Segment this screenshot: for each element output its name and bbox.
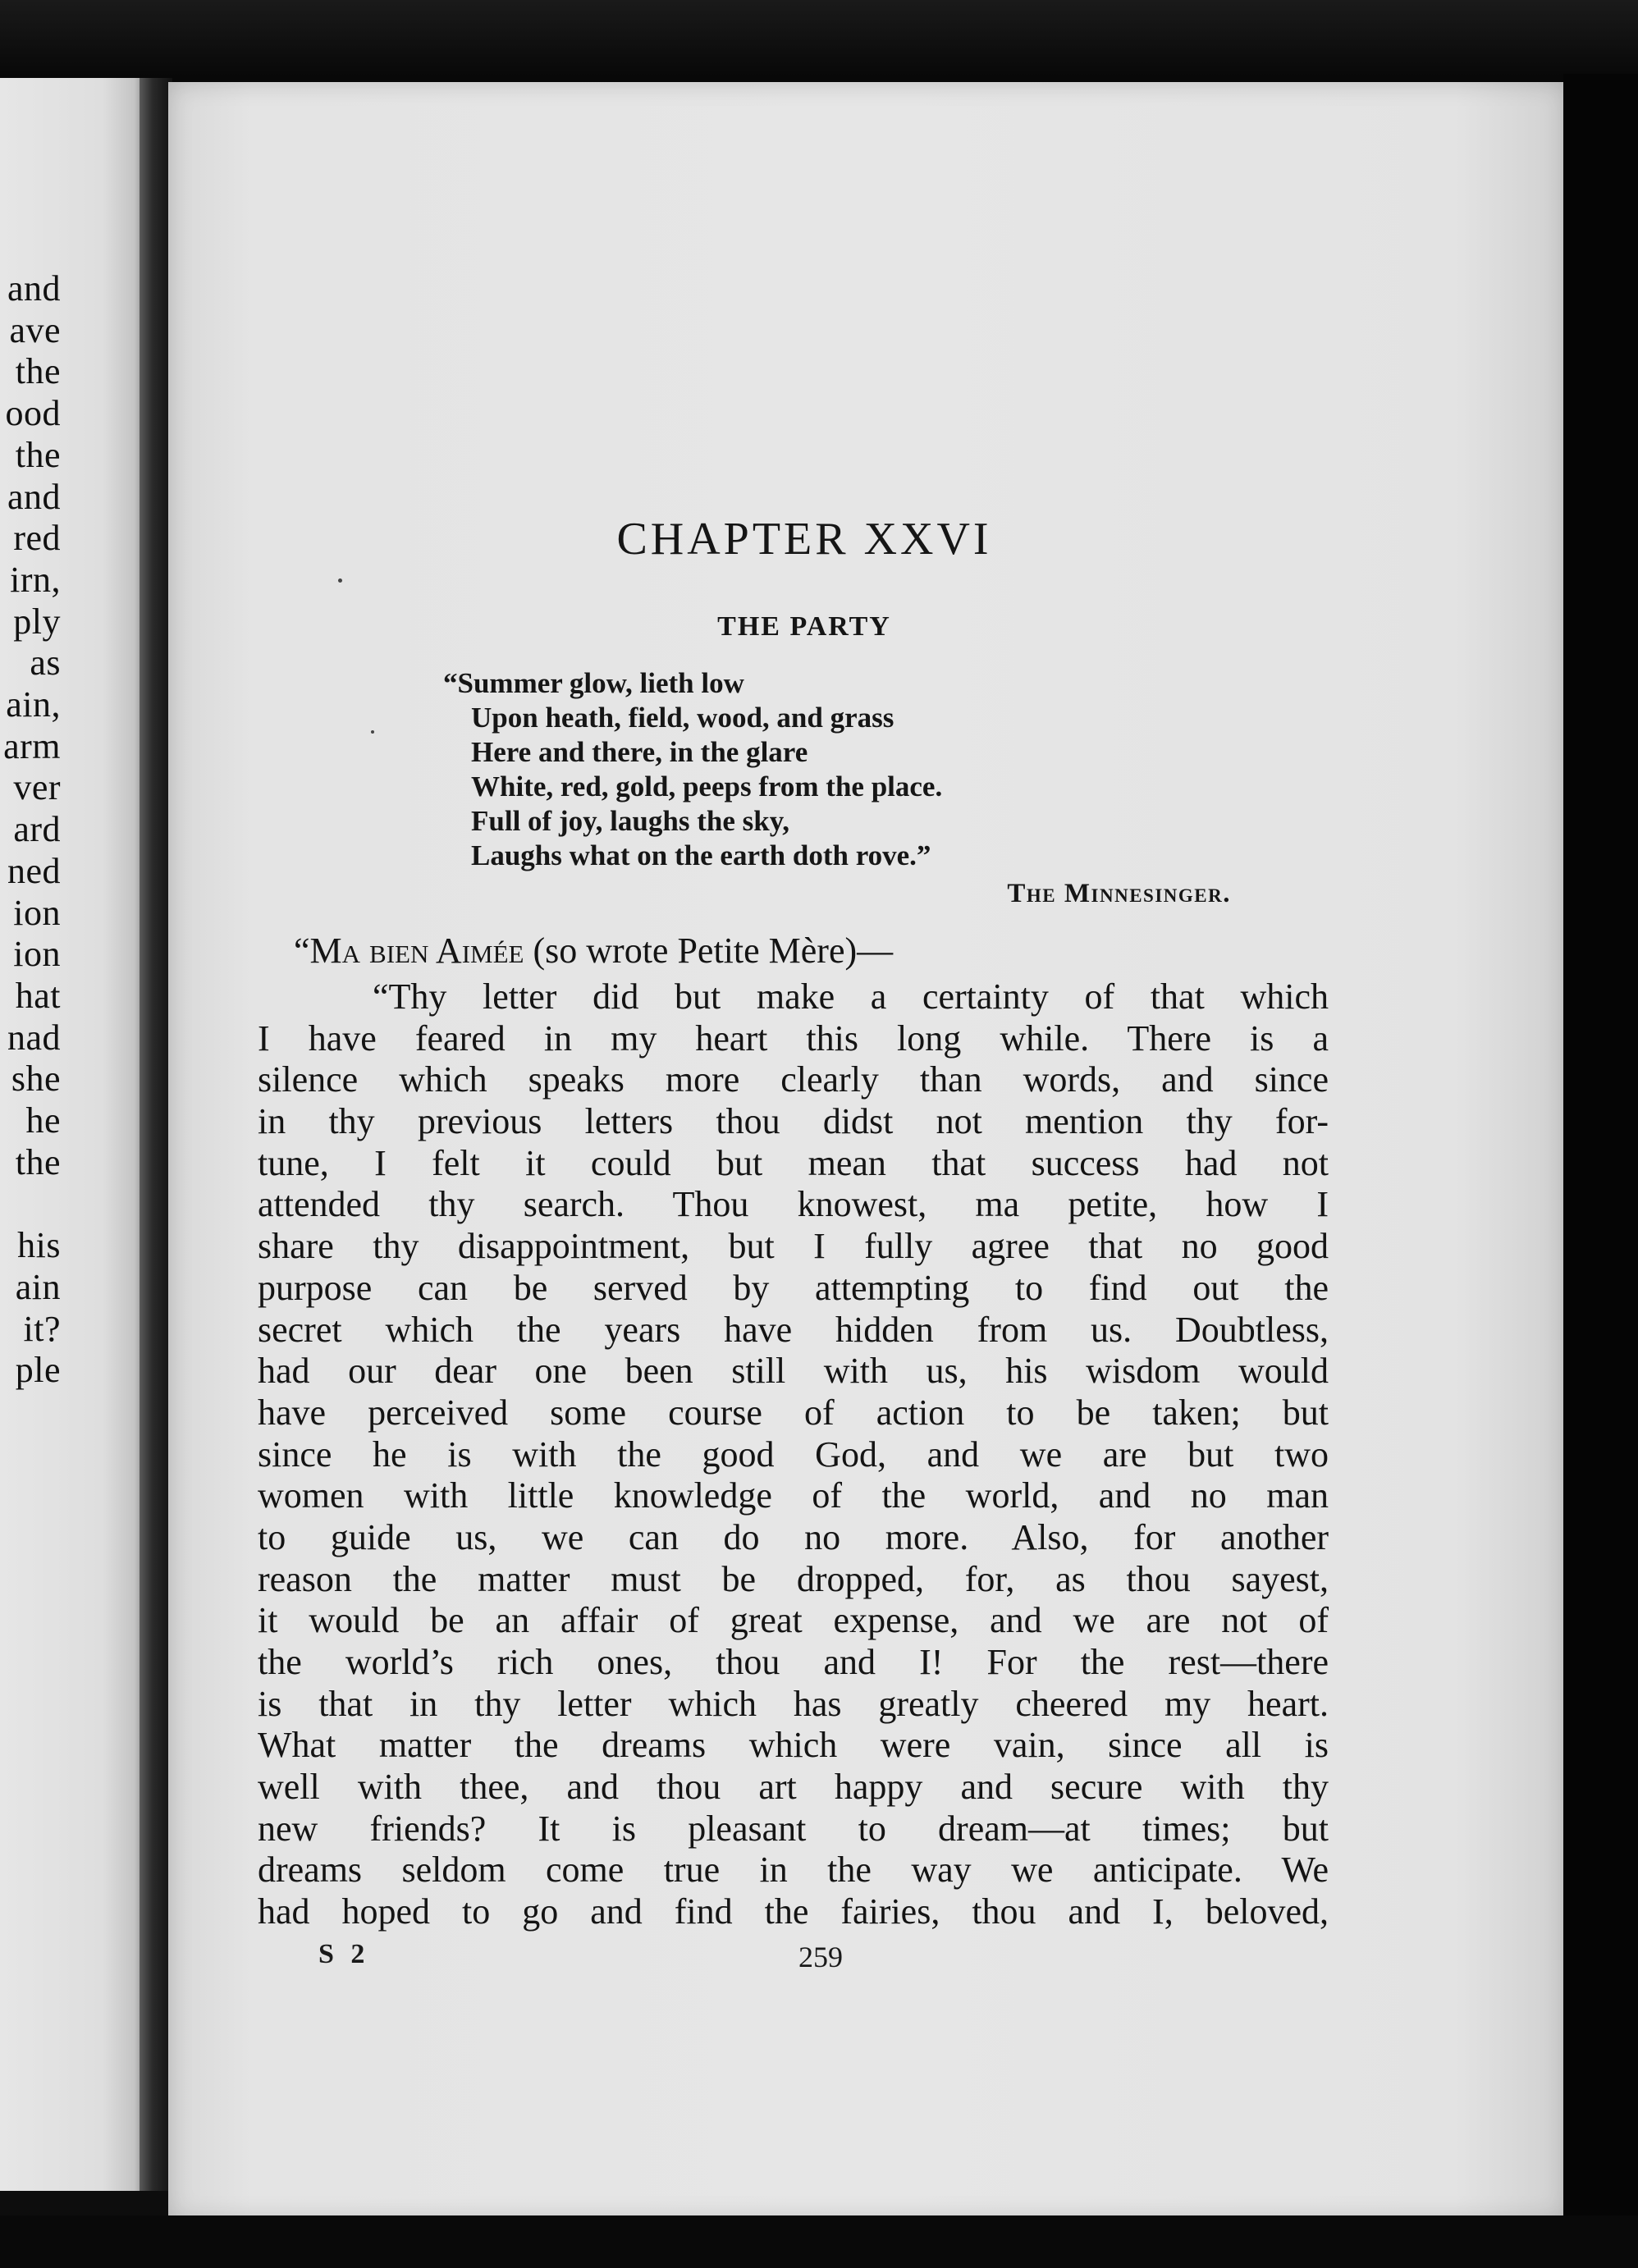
facing-page-line-fragment: ave [9, 309, 61, 350]
facing-page-line-fragment: the [15, 351, 61, 392]
chapter-title: CHAPTER XXVI [616, 514, 992, 565]
body-line: to guide us, we can do no more. Also, for another [258, 1516, 1329, 1557]
body-line: secret which the years have hidden from us. Doubtless, [258, 1309, 1329, 1350]
epigraph-line: Laughs what on the earth doth rove.” [471, 839, 931, 871]
facing-page-line-fragment: ply [13, 601, 61, 642]
facing-page-line-fragment: ard [13, 809, 61, 850]
facing-page-line-fragment: red [13, 518, 61, 559]
page-number: 259 [798, 1941, 843, 1973]
epigraph-line: Upon heath, field, wood, and grass [471, 702, 894, 734]
body-line: share thy disappointment, but I fully agree that no good [258, 1226, 1329, 1267]
epigraph-line: White, red, gold, peeps from the place. [471, 770, 943, 802]
book-gutter [140, 78, 172, 2191]
body-line: had hoped to go and find the fairies, thou and I, beloved, [258, 1891, 1329, 1932]
facing-page-left [0, 78, 146, 2191]
body-line: reason the matter must be dropped, for, as thou sayest, [258, 1558, 1329, 1599]
body-line: have perceived some course of action to be taken; but [258, 1392, 1329, 1433]
salutation-name: “Ma bien Aimée [294, 931, 524, 971]
body-line: I have feared in my heart this long while. There is a [258, 1017, 1329, 1059]
body-line: it would be an affair of great expense, and we are not of [258, 1600, 1329, 1641]
letter-body [258, 976, 1329, 1933]
body-line: purpose can be served by attempting to find out the [258, 1267, 1329, 1308]
body-line: “Thy letter did but make a certainty of that which [373, 976, 1329, 1017]
body-line: had our dear one been still with us, his wisdom would [258, 1351, 1329, 1392]
facing-page-line-fragment: arm [3, 725, 61, 766]
facing-page-line-fragment: and [7, 268, 61, 309]
body-line: attended thy search. Thou knowest, ma petite, how I [258, 1184, 1329, 1225]
body-line: the world’s rich ones, thou and I! For the rest—there [258, 1642, 1329, 1682]
facing-page-line-fragment: the [15, 1141, 61, 1182]
facing-page-line-fragment: he [25, 1100, 61, 1141]
facing-page-line-fragment: ain, [6, 684, 61, 725]
epigraph-line: Full of joy, laughs the sky, [471, 805, 790, 837]
body-line: women with little knowledge of the world, and no man [258, 1475, 1329, 1516]
dust-speck [371, 730, 374, 734]
letter-salutation [294, 931, 893, 972]
epigraph [443, 666, 942, 873]
body-line: dreams seldom come true in the way we anticipate. We [258, 1850, 1329, 1891]
scan-bottom-border [0, 2215, 1638, 2268]
facing-page-line-fragment: ned [7, 850, 61, 891]
facing-page-line-fragment: it? [23, 1308, 61, 1349]
facing-page-line-fragment: and [7, 476, 61, 517]
body-line: What matter the dreams which were vain, since all is [258, 1725, 1329, 1766]
scan-right-border [1563, 74, 1638, 2268]
facing-page-line-fragment: irn, [10, 559, 61, 600]
body-line: silence which speaks more clearly than words, and since [258, 1059, 1329, 1100]
facing-page-line-fragment: ain [15, 1266, 61, 1307]
epigraph-line: Here and there, in the glare [471, 736, 808, 768]
body-line: new friends? It is pleasant to dream—at times; but [258, 1808, 1329, 1849]
body-line: since he is with the good God, and we are but two [258, 1434, 1329, 1475]
section-title: THE PARTY [717, 611, 891, 642]
facing-page-line-fragment: the [15, 434, 61, 475]
epigraph-line: “Summer glow, lieth low [443, 667, 744, 699]
facing-page-line-fragment: ion [13, 934, 61, 975]
printer-signature-mark: S 2 [318, 1939, 370, 1969]
facing-page-line-fragment: she [11, 1059, 61, 1100]
facing-page-line-fragment: nad [7, 1017, 61, 1058]
facing-page-line-fragment: his [17, 1225, 61, 1266]
facing-page-line-fragment: as [30, 642, 61, 684]
epigraph-attribution: The Minnesinger. [1007, 879, 1231, 908]
facing-page-line-fragment: hat [15, 975, 61, 1016]
facing-page-line-fragment: ood [5, 393, 61, 434]
facing-page-line-fragment: ver [13, 767, 61, 808]
facing-page-line-fragment: ple [15, 1350, 61, 1391]
facing-page-line-fragment: ion [13, 892, 61, 933]
dust-speck [338, 578, 342, 583]
body-line: well with thee, and thou art happy and secure with thy [258, 1767, 1329, 1808]
scan-top-border [0, 0, 1638, 90]
salutation-aside: (so wrote Petite Mère)— [524, 931, 894, 971]
body-line: tune, I felt it could but mean that success had not [258, 1142, 1329, 1183]
body-line: in thy previous letters thou didst not mention thy for- [258, 1101, 1329, 1142]
body-line: is that in thy letter which has greatly cheered my heart. [258, 1683, 1329, 1724]
